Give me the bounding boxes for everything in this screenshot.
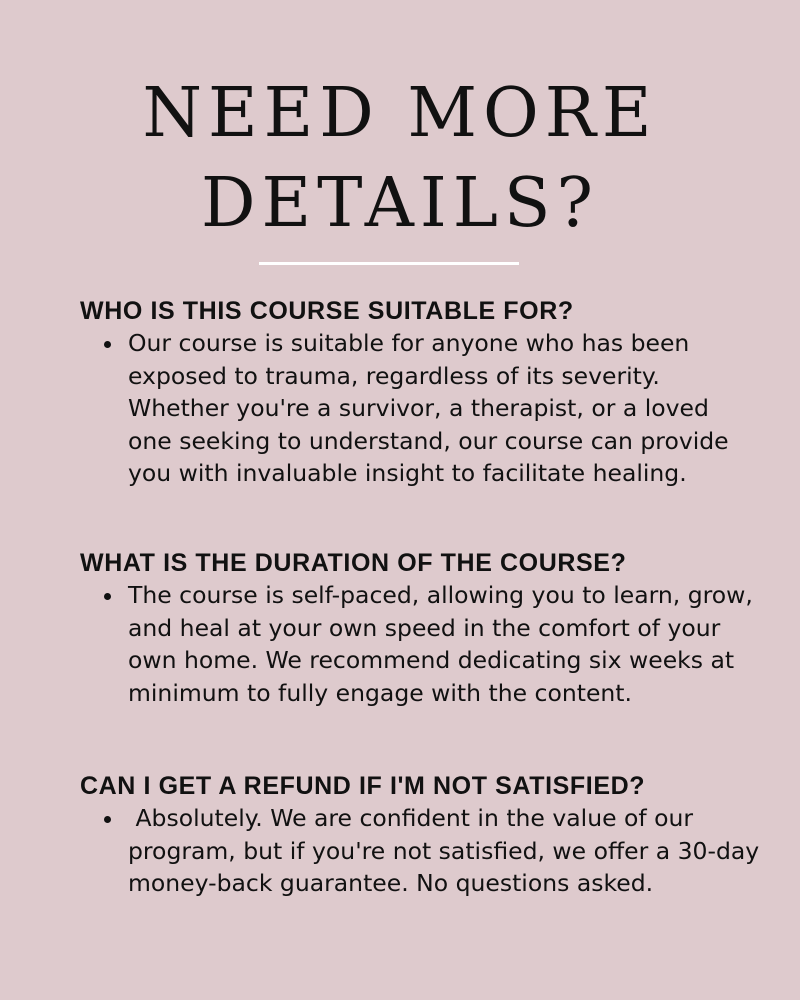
page-title-line-1: NEED MORE <box>142 74 658 153</box>
page-title-line-2: DETAILS? <box>201 164 599 243</box>
faq-answer-list <box>80 802 767 900</box>
faq-answer-text: Our course is suitable for anyone who has been exposed to trauma, regardless of its severity. Whether you're a survivor, a therapist, or a loved one seeking to understand, our course can provide you with invaluable insight to facilitate healing. <box>128 329 729 487</box>
faq-answer-text: The course is self-paced, allowing you to learn, grow, and heal at your own speed in the comfort of your own home. We recommend dedicating six weeks at minimum to fully engage with the content. <box>128 581 753 707</box>
faq-question: CAN I GET A REFUND IF I'M NOT SATISFIED? <box>80 772 646 800</box>
bullet-icon <box>104 341 111 348</box>
faq-question: WHAT IS THE DURATION OF THE COURSE? <box>80 549 627 577</box>
faq-answer <box>80 327 760 490</box>
faq-answer <box>80 802 767 900</box>
faq-question: WHO IS THIS COURSE SUITABLE FOR? <box>80 297 574 325</box>
bullet-icon <box>104 593 111 600</box>
faq-answer-list <box>80 327 760 490</box>
faq-item-suitability <box>80 296 760 490</box>
faq-item-refund <box>80 771 767 900</box>
bullet-icon <box>104 816 111 823</box>
faq-answer-text: Absolutely. We are confident in the value of our program, but if you're not satisfied, we offer a 30-day money-back guarantee. No questions asked. <box>128 804 767 897</box>
faq-answer <box>80 579 760 709</box>
title-divider <box>259 262 519 265</box>
faq-item-duration <box>80 548 760 709</box>
faq-answer-list <box>80 579 760 709</box>
